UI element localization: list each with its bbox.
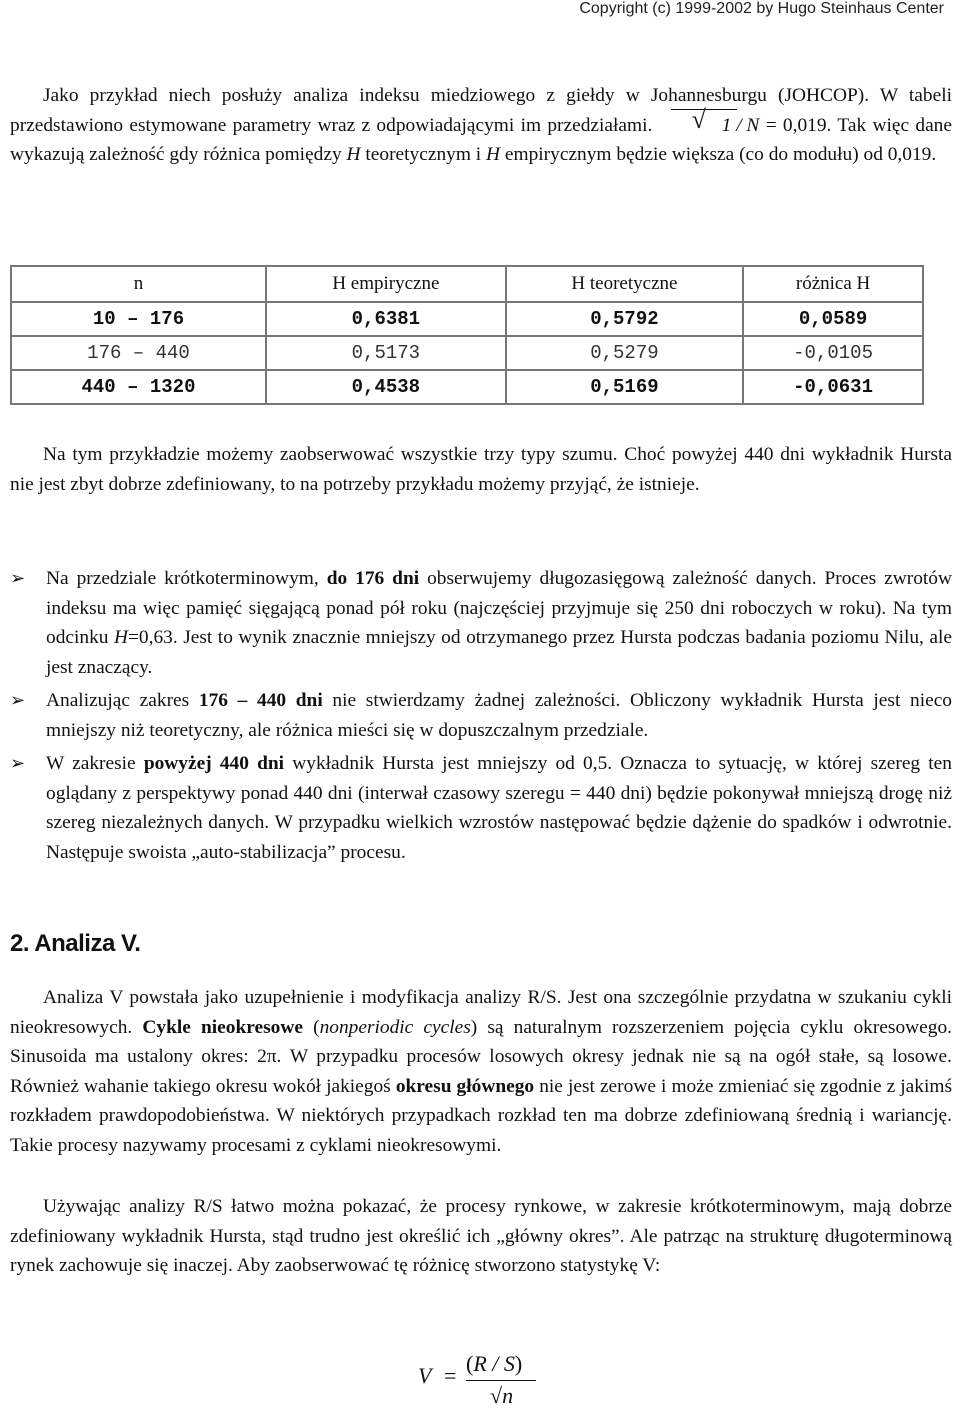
table-cell: -0,0631 bbox=[743, 370, 923, 404]
para3-italic-term: nonperiodic cycles bbox=[319, 1016, 471, 1038]
formula-equals: = bbox=[444, 1363, 457, 1388]
para3-text-c: ) są naturalnym rozszerzeniem pojęcia cyklu okresowego. Sinusoida ma ustalony okres: 2π. W przypadku procesów losowych okresy jednak nie są na ogół stałe, są losowe. Również wahanie takiego okresu wokół jakiegoś bbox=[10, 1016, 953, 1097]
formula-paren-close: ) bbox=[514, 1351, 523, 1376]
table-cell: 0,0589 bbox=[743, 302, 923, 336]
para3-bold-term: Cykle nieokresowe bbox=[142, 1016, 303, 1038]
table-cell: 0,5279 bbox=[506, 336, 743, 370]
table-cell: 0,4538 bbox=[266, 370, 506, 404]
bullet-long-term bbox=[10, 749, 952, 867]
table-cell: 440 – 1320 bbox=[11, 370, 266, 404]
copyright-header: Copyright (c) 1999-2002 by Hugo Steinhaus Center bbox=[579, 0, 944, 17]
bullet-h-symbol: H bbox=[113, 627, 128, 649]
section-title: 2. Analiza V. bbox=[10, 930, 141, 957]
bullet-text-pre: Na przedziale krótkoterminowym, bbox=[46, 568, 319, 589]
bullet-text bbox=[46, 564, 952, 682]
noise-paragraph: Na tym przykładzie możemy zaobserwować wszystkie trzy typy szumu. Choć powyżej 440 dni wykładnik Hursta nie jest zbyt dobrze zdefiniowany, to na potrzeby przykładu możemy przyjąć, że istnieje. bbox=[10, 444, 952, 495]
formula-paren-open: ( bbox=[466, 1351, 474, 1376]
bullet-text-post: wykładnik Hursta jest mniejszy od 0,5. Oznacza to sytuację, w której szereg ten oglądany z perspektywy ponad 440 dni (interwał czasowy szeregu = 440 dni) będzie pokonywał mniejszą drogę niż szereg niezależnych danych. W przypadku wielkich wzrostów następować będzie dążenie do spadków i odwrotnie. Następuje swoista „auto-stabilizacja” procesu. bbox=[46, 753, 952, 863]
sqrt-content: 1 / N bbox=[721, 114, 760, 136]
sqrt-icon: √ bbox=[490, 1383, 503, 1408]
table-cell: 176 – 440 bbox=[11, 336, 266, 370]
bullet-mid-range bbox=[10, 686, 952, 745]
table-cell: 0,5173 bbox=[266, 336, 506, 370]
table-header-row bbox=[11, 266, 923, 302]
statistic-paragraph: Używając analizy R/S łatwo można pokazać, że procesy rynkowe, w zakresie krótkoterminowym, mają dobrze zdefiniowany wykładnik Hursta, stąd trudno jest określić ich „główny okres”. Ale patrząc na strukturę długoterminową rynek zachowuje się inaczej. Aby zaobserwować tę różnicę stworzono statystykę V: bbox=[10, 1196, 952, 1277]
intro-text-a: Jako przykład niech posłuży analiza indeksu miedziowego z giełdy w Johannesburgu (JOHCOP). W tabeli przedstawiono estymowane parametry wraz z odpowiadającymi im przedziałami. bbox=[10, 85, 952, 136]
col-header-h-empirical: H empiryczne bbox=[266, 266, 506, 302]
para3-text-d: nie jest zerowe i może zmieniać się zgodnie z jakimś rozkładem prawdopodobieństwa. W niektórych przypadkach rozkład ten ma dobrze zdefiniowaną średnią i wariancję. Takie procesy nazywamy procesami z cyklami nieokresowymi. bbox=[10, 1075, 952, 1156]
formula-n: n bbox=[502, 1383, 514, 1408]
table-cell: 10 – 176 bbox=[11, 302, 266, 336]
intro-paragraph bbox=[10, 81, 952, 170]
bullet-text-bold: do 176 dni bbox=[326, 568, 420, 589]
bullet-text-tail: =0,63. Jest to wynik znacznie mniejszy od otrzymanego przez Hursta podczas badania poziomu Nilu, ale jest znaczący. bbox=[46, 627, 952, 678]
para3-text-a: Analiza V powstała jako uzupełnienie i modyfikacja analizy R/S. Jest ona szczególnie przydatna w szukaniu cykli nieokresowych. bbox=[10, 987, 952, 1038]
formula-fraction-bar bbox=[466, 1380, 536, 1381]
formula-numerator bbox=[466, 1351, 522, 1377]
col-header-n: n bbox=[11, 266, 266, 302]
col-header-h-theoretical: H teoretyczne bbox=[506, 266, 743, 302]
arrow-bullet-icon: ➢ bbox=[10, 753, 26, 774]
bullet-text-pre: W zakresie bbox=[46, 753, 136, 774]
table-cell: -0,0105 bbox=[743, 336, 923, 370]
sqrt-expression bbox=[671, 104, 760, 141]
formula-lhs: V bbox=[418, 1363, 432, 1388]
table-cell: 0,5169 bbox=[506, 370, 743, 404]
intro-text-c: teoretycznym i bbox=[365, 144, 482, 166]
table-row bbox=[11, 370, 923, 404]
intro-text-d: empirycznym będzie większa (co do modułu) od 0,019. bbox=[504, 144, 937, 166]
para3-bold-term-2: okresu głównego bbox=[395, 1075, 535, 1097]
bullet-text-post: nie stwierdzamy żadnej zależności. Obliczony wykładnik Hursta jest nieco mniejszy niż teoretyczny, ale różnica mieści się w dopuszczalnym przedziale. bbox=[46, 690, 952, 741]
sqrt-icon: √ bbox=[691, 104, 706, 134]
arrow-bullet-icon: ➢ bbox=[10, 568, 26, 589]
bullet-text bbox=[46, 686, 952, 745]
formula-denominator bbox=[490, 1383, 513, 1409]
intro-text-b: = 0,019. Tak więc dane wykazują zależność gdy różnica pomiędzy bbox=[10, 114, 952, 166]
table-row bbox=[11, 302, 923, 336]
bullet-text bbox=[46, 749, 952, 867]
bullet-text-post: obserwujemy długozasięgową zależność danych. Proces zwrotów indeksu ma więc pamięć sięgającą ponad pół roku (najczęściej przyjmuje się 250 dni roboczych w roku). Na tym odcinku bbox=[46, 568, 952, 649]
bullet-short-term bbox=[10, 564, 952, 682]
table-cell: 0,6381 bbox=[266, 302, 506, 336]
intro-h-symbol: H bbox=[346, 144, 361, 166]
col-header-difference: różnica H bbox=[743, 266, 923, 302]
analysis-v-paragraph bbox=[10, 983, 952, 1161]
bullet-text-bold: 176 – 440 dni bbox=[198, 690, 323, 711]
para3-text-b: ( bbox=[313, 1016, 320, 1038]
hurst-table bbox=[10, 265, 924, 405]
table-cell: 0,5792 bbox=[506, 302, 743, 336]
intro-h-symbol-2: H bbox=[486, 144, 501, 166]
arrow-bullet-icon: ➢ bbox=[10, 690, 26, 711]
table-row bbox=[11, 336, 923, 370]
bullet-text-pre: Analizując zakres bbox=[46, 690, 190, 711]
formula-rs: R / S bbox=[473, 1351, 515, 1376]
bullet-text-bold: powyżej 440 dni bbox=[143, 753, 285, 774]
